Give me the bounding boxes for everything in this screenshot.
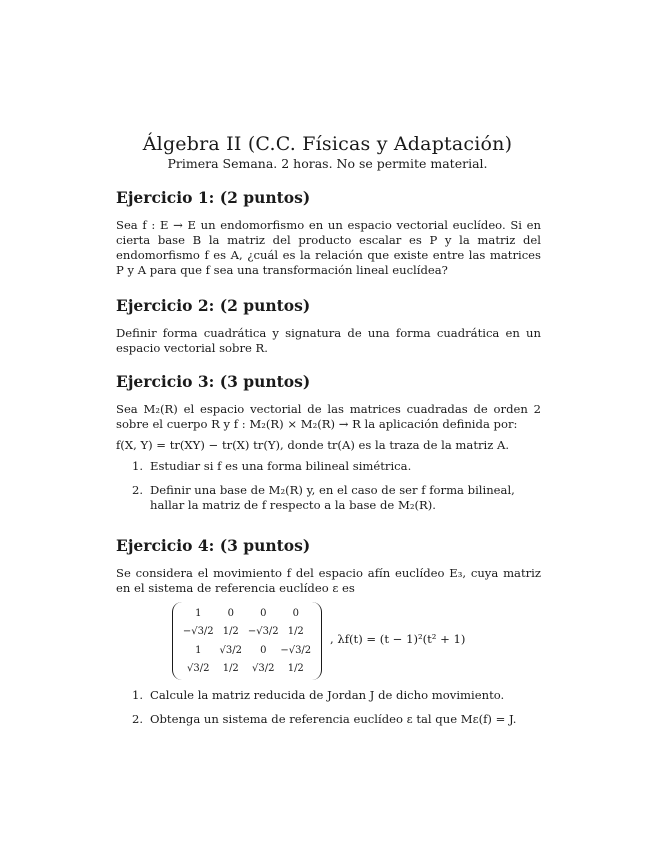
matrix-cell: √3/2	[252, 663, 275, 675]
matrix-cell: 0	[260, 607, 267, 619]
matrix-equation	[116, 602, 541, 682]
exercise-4	[116, 536, 541, 736]
movement-matrix	[172, 602, 322, 680]
matrix-cell: −√3/2	[182, 626, 214, 638]
matrix-cell: 0	[227, 607, 234, 619]
exercise-2-heading: Ejercicio 2: (2 puntos)	[116, 296, 311, 315]
matrix-cell: 1/2	[222, 626, 239, 638]
exercise-4-heading: Ejercicio 4: (3 puntos)	[116, 536, 311, 555]
exercise-3	[116, 372, 541, 522]
item-number: 2.	[132, 712, 144, 726]
exercise-4-item-2	[116, 712, 541, 727]
right-parenthesis	[311, 602, 322, 680]
exercise-3-heading: Ejercicio 3: (3 puntos)	[116, 372, 311, 391]
characteristic-polynomial: , λf(t) = (t − 1)²(t² + 1)	[330, 632, 466, 646]
exam-subtitle: Primera Semana. 2 horas. No se permite material.	[167, 156, 488, 171]
matrix-cell: 1	[195, 607, 202, 619]
matrix-cell: 0	[292, 607, 299, 619]
matrix-cell: √3/2	[219, 644, 242, 656]
exercise-3-item-1	[116, 459, 541, 474]
matrix-cell: √3/2	[187, 663, 210, 675]
exercise-3-item-2	[116, 483, 541, 513]
item-text: Definir una base de M₂(R) y, en el caso de ser f forma bilineal, hallar la matriz de f respecto a la base de M₂(R).	[150, 483, 515, 512]
matrix-cell: −√3/2	[247, 626, 279, 638]
exercise-1	[116, 188, 541, 278]
exercise-1-text: Sea f : E → E un endomorfismo en un espacio vectorial euclídeo. Si en cierta base B la matriz del producto escalar es P y la matriz del endomorfismo f es A, ¿cuál es la relación que existe entre las matrices P y A para que f sea una transformación lineal euclídea?	[116, 218, 541, 277]
exercise-1-heading: Ejercicio 1: (2 puntos)	[116, 188, 311, 207]
item-number: 1.	[132, 688, 144, 702]
matrix-cell: −√3/2	[280, 644, 312, 656]
matrix-grid	[182, 604, 312, 678]
exercise-3-items	[116, 459, 541, 513]
item-text: Calcule la matriz reducida de Jordan J de dicho movimiento.	[150, 688, 505, 702]
exercise-3-intro: Sea M₂(R) el espacio vectorial de las matrices cuadradas de orden 2 sobre el cuerpo R y f : M₂(R) × M₂(R) → R la aplicación definida por:	[116, 402, 541, 431]
exam-header	[0, 132, 655, 172]
exercise-4-intro: Se considera el movimiento f del espacio afín euclídeo E₃, cuya matriz en el sistema de referencia euclídeo ε es	[116, 566, 541, 595]
matrix-cell: 1/2	[287, 626, 304, 638]
matrix-cell: 1	[195, 644, 202, 656]
item-number: 2.	[132, 483, 144, 497]
exercise-4-item-1	[116, 688, 541, 703]
matrix-cell: 0	[260, 644, 267, 656]
matrix-cell: 1/2	[222, 663, 239, 675]
exercise-4-items	[116, 688, 541, 727]
item-text: Estudiar si f es una forma bilineal simétrica.	[150, 459, 412, 473]
matrix-cell: 1/2	[287, 663, 304, 675]
exercise-2	[116, 296, 541, 356]
exam-title: Álgebra II (C.C. Físicas y Adaptación)	[142, 133, 513, 155]
item-number: 1.	[132, 459, 144, 473]
exercise-3-formula: f(X, Y) = tr(XY) − tr(X) tr(Y), donde tr(A) es la traza de la matriz A.	[116, 438, 510, 452]
exercise-2-text: Definir forma cuadrática y signatura de una forma cuadrática en un espacio vectorial sobre R.	[116, 326, 541, 355]
item-text: Obtenga un sistema de referencia euclídeo ε tal que Mε(f) = J.	[150, 712, 517, 726]
